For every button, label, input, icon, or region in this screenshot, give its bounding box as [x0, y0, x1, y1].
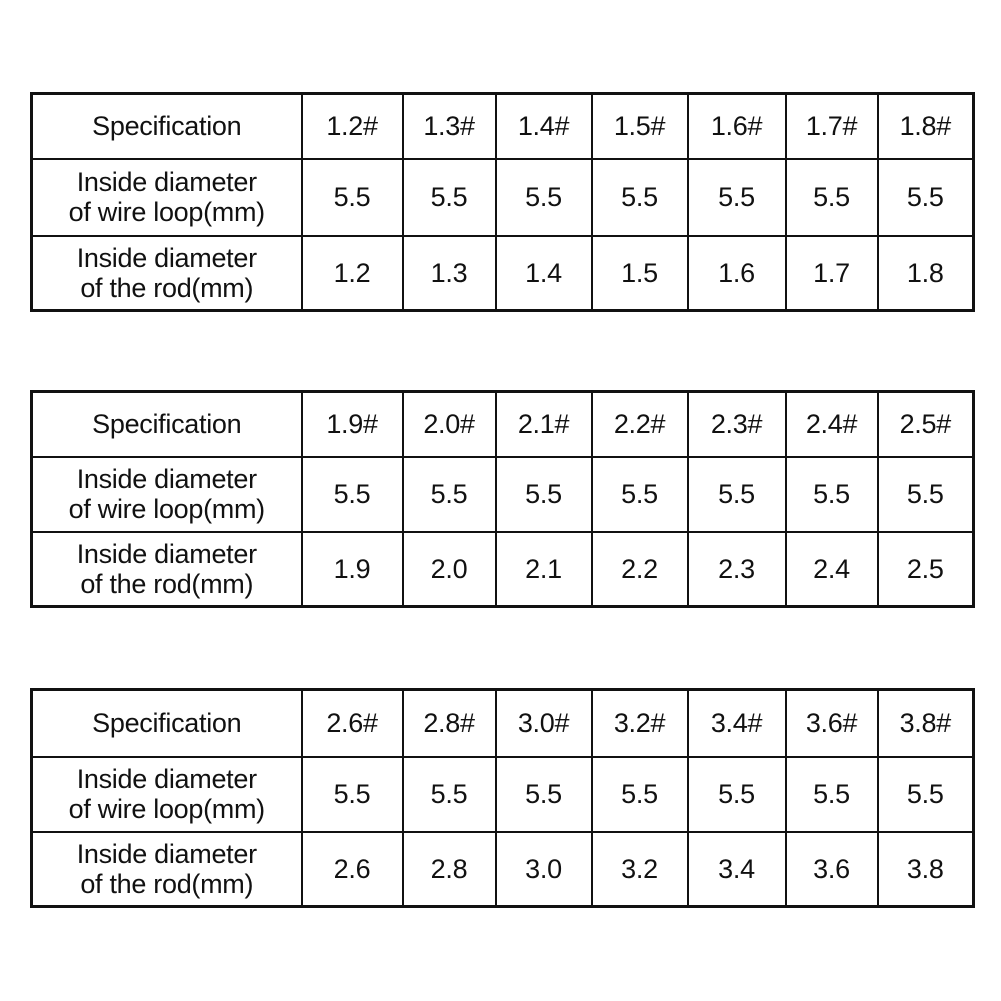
wire-loop-cell: 5.5 — [592, 159, 688, 236]
rod-cell: 2.0 — [403, 532, 496, 607]
wire-loop-cell: 5.5 — [403, 757, 496, 832]
wire-loop-label-line-1: Inside diameter — [76, 167, 257, 197]
spec-cell: 1.7# — [786, 94, 878, 159]
wire-loop-row — [32, 457, 974, 532]
rod-cell: 1.2 — [302, 236, 403, 311]
spec-cell: 3.2# — [592, 690, 688, 757]
wire-loop-cell: 5.5 — [688, 757, 786, 832]
rod-cell: 2.8 — [403, 832, 496, 907]
spec-cell: 1.3# — [403, 94, 496, 159]
spec-cell: 2.0# — [403, 392, 496, 457]
wire-loop-label-line-1: Inside diameter — [76, 764, 257, 794]
wire-loop-cell: 5.5 — [302, 159, 403, 236]
rod-label-line-2: of the rod(mm) — [80, 868, 254, 899]
wire-loop-cell: 5.5 — [403, 457, 496, 532]
spec-cell: 3.0# — [496, 690, 592, 757]
rod-cell: 3.4 — [688, 832, 786, 907]
spec-cell: 1.6# — [688, 94, 786, 159]
spec-cell: 1.5# — [592, 94, 688, 159]
wire-loop-cell: 5.5 — [592, 757, 688, 832]
spec-cell: 1.4# — [496, 94, 592, 159]
spec-cell: 3.4# — [688, 690, 786, 757]
rod-label-line-1: Inside diameter — [76, 838, 257, 869]
rod-row — [32, 832, 974, 907]
rod-label — [32, 236, 302, 311]
wire-loop-cell: 5.5 — [878, 757, 974, 832]
spec-cell: 3.6# — [786, 690, 878, 757]
wire-loop-row — [32, 757, 974, 832]
spec-table-2 — [30, 390, 975, 608]
wire-loop-cell: 5.5 — [688, 159, 786, 236]
spec-cell: 1.8# — [878, 94, 974, 159]
rod-label — [32, 832, 302, 907]
rod-cell: 3.8 — [878, 832, 974, 907]
wire-loop-cell: 5.5 — [592, 457, 688, 532]
rod-cell: 3.0 — [496, 832, 592, 907]
wire-loop-cell: 5.5 — [786, 457, 878, 532]
wire-loop-cell: 5.5 — [496, 757, 592, 832]
spec-cell: 1.2# — [302, 94, 403, 159]
spec-table-1 — [30, 92, 975, 312]
wire-loop-label — [32, 159, 302, 236]
rod-label-line-1: Inside diameter — [76, 538, 257, 569]
wire-loop-label-line-2: of wire loop(mm) — [68, 794, 265, 824]
spec-cell: 1.9# — [302, 392, 403, 457]
rod-cell: 2.1 — [496, 532, 592, 607]
wire-loop-cell: 5.5 — [496, 159, 592, 236]
wire-loop-row — [32, 159, 974, 236]
wire-loop-cell: 5.5 — [302, 457, 403, 532]
rod-label-line-2: of the rod(mm) — [80, 272, 254, 303]
rod-cell: 2.6 — [302, 832, 403, 907]
wire-loop-label — [32, 757, 302, 832]
specification-row — [32, 392, 974, 457]
rod-cell: 1.4 — [496, 236, 592, 311]
rod-cell: 2.4 — [786, 532, 878, 607]
wire-loop-label-line-2: of wire loop(mm) — [68, 494, 265, 524]
rod-cell: 3.6 — [786, 832, 878, 907]
rod-row — [32, 236, 974, 311]
spec-cell: 2.5# — [878, 392, 974, 457]
rod-label-line-1: Inside diameter — [76, 242, 257, 273]
wire-loop-cell: 5.5 — [496, 457, 592, 532]
spec-cell: 2.8# — [403, 690, 496, 757]
spec-table-3 — [30, 688, 975, 908]
wire-loop-label — [32, 457, 302, 532]
wire-loop-cell: 5.5 — [688, 457, 786, 532]
rod-label-line-2: of the rod(mm) — [80, 568, 254, 599]
wire-loop-cell: 5.5 — [786, 159, 878, 236]
rod-cell: 2.3 — [688, 532, 786, 607]
rod-cell: 1.5 — [592, 236, 688, 311]
rod-cell: 1.3 — [403, 236, 496, 311]
wire-loop-cell: 5.5 — [403, 159, 496, 236]
wire-loop-cell: 5.5 — [302, 757, 403, 832]
rod-cell: 2.5 — [878, 532, 974, 607]
wire-loop-label-line-2: of wire loop(mm) — [68, 197, 265, 227]
rod-cell: 1.7 — [786, 236, 878, 311]
rod-label — [32, 532, 302, 607]
wire-loop-cell: 5.5 — [786, 757, 878, 832]
spec-cell: 2.6# — [302, 690, 403, 757]
rod-cell: 1.6 — [688, 236, 786, 311]
rod-cell: 2.2 — [592, 532, 688, 607]
spec-cell: 2.4# — [786, 392, 878, 457]
specification-row — [32, 94, 974, 159]
wire-loop-cell: 5.5 — [878, 457, 974, 532]
rod-row — [32, 532, 974, 607]
spec-cell: 2.1# — [496, 392, 592, 457]
specification-row — [32, 690, 974, 757]
rod-cell: 3.2 — [592, 832, 688, 907]
specification-label: Specification — [32, 94, 302, 159]
spec-cell: 2.3# — [688, 392, 786, 457]
wire-loop-label-line-1: Inside diameter — [76, 464, 257, 494]
spec-cell: 3.8# — [878, 690, 974, 757]
wire-loop-cell: 5.5 — [878, 159, 974, 236]
rod-cell: 1.8 — [878, 236, 974, 311]
specification-label: Specification — [32, 392, 302, 457]
rod-cell: 1.9 — [302, 532, 403, 607]
spec-cell: 2.2# — [592, 392, 688, 457]
specification-label: Specification — [32, 690, 302, 757]
